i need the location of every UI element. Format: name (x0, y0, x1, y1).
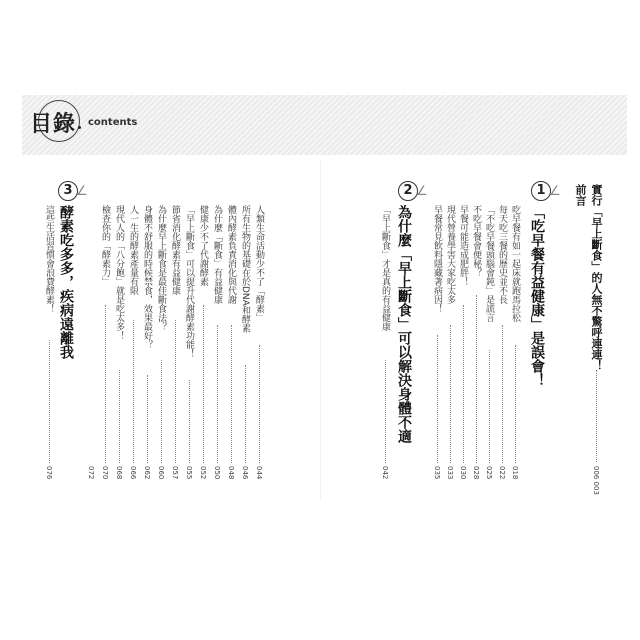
chapter-1-entry-1-page: 018 (511, 466, 519, 480)
chapter-1-entry-2-dots (502, 325, 503, 463)
chapter-1-heading: 「吃早餐有益健康」是誤會！ (529, 205, 545, 387)
chapter-1-badge: 1 (531, 181, 551, 201)
chapter-3-entry-13-page: 076 (45, 466, 53, 480)
chapter-2-heading: 為什麼「早上斷食」可以解決身體不適 (396, 205, 412, 443)
chapter-3-entry-8-page: 060 (157, 466, 165, 480)
chapter-3-entry-7: 節省消化酵素有益健康 (170, 205, 180, 295)
chapter-1-entry-3-dots (489, 350, 490, 463)
chapter-3-entry-12-dots (105, 305, 106, 463)
page-gutter (320, 160, 321, 500)
chapter-3-entry-8: 為什麼早上斷食是最佳斷食法？ (156, 205, 166, 331)
chapter-3-entry-2-page: 046 (241, 466, 249, 480)
chapter-1-entry-3-page: 025 (485, 466, 493, 480)
chapter-1-entry-6-dots (450, 325, 451, 463)
chapter-2-entry-1: 「早上斷食」才是真的有益健康 (380, 205, 390, 331)
title-dot (78, 126, 81, 129)
chapter-1-entry-1: 吃早餐有如一起床就跑馬拉松 (510, 205, 520, 322)
toc-subtitle: contents (88, 117, 138, 128)
chapter-3-entry-7-page: 057 (171, 466, 179, 480)
chapter-1-entry-5-dots (463, 305, 464, 463)
chapter-3-entry-4: 為什麼「斷食」有益健康 (212, 205, 222, 304)
chapter-2-mark: ∠ (416, 184, 428, 199)
chapter-3-entry-6: 「早上斷食」可以提升代謝酵素功能！ (184, 205, 194, 358)
preface-page: 006 003 (592, 466, 600, 495)
chapter-3-entry-1: 人類生命活動少不了「酵素」 (254, 205, 264, 322)
chapter-1-entry-3: 「不吃早餐頭腦會鈍」是謊言 (484, 205, 494, 322)
chapter-1-entry-7: 早餐常見飲料隱藏著病因！ (432, 205, 442, 313)
chapter-3-entry-5-page: 052 (199, 466, 207, 480)
chapter-3-entry-9: 身體不舒服的時候禁食，效果最好？ (142, 205, 152, 349)
preface-dots (596, 370, 597, 462)
chapter-3-entry-4-page: 050 (213, 466, 221, 480)
chapter-1-entry-6: 現代營養學害大家吃太多 (445, 205, 455, 304)
chapter-1-entry-4-page: 028 (472, 466, 480, 480)
chapter-2-entry-1-page: 042 (381, 466, 389, 480)
chapter-3-entry-8-dots (161, 360, 162, 463)
chapter-1-entry-4: 不吃早餐會便秘？ (471, 205, 481, 277)
chapter-3-entry-10: 人一生的酵素產量有限 (128, 205, 138, 295)
chapter-3-entry-10-dots (133, 320, 134, 463)
chapter-3-entry-9-dots (147, 375, 148, 463)
chapter-3-entry-2: 所有生物的基礎在於DNA和酵素 (240, 205, 250, 333)
chapter-3-entry-6-dots (189, 380, 190, 463)
chapter-3-entry-3-dots (231, 325, 232, 463)
chapter-1-mark: ∠ (549, 184, 561, 199)
chapter-1-entry-6-page: 033 (446, 466, 454, 480)
chapter-1-entry-7-page: 035 (433, 466, 441, 480)
chapter-3-entry-11-page: 068 (115, 466, 123, 480)
chapter-3-entry-3-page: 048 (227, 466, 235, 480)
toc-title-text: 目錄 (30, 111, 77, 137)
chapter-1-entry-2-page: 022 (498, 466, 506, 480)
chapter-1-entry-4-dots (476, 295, 477, 463)
chapter-3-entry-5: 健康少不了代謝酵素 (198, 205, 208, 286)
chapter-2-entry-1-dots (385, 360, 386, 463)
preface-label: 前言 (574, 184, 587, 206)
chapter-3-entry-4-dots (217, 325, 218, 463)
chapter-1-entry-5: 早餐可能造成肥胖！ (458, 205, 468, 286)
chapter-3-entry-10-page: 066 (129, 466, 137, 480)
chapter-3-entry-13-dots (49, 340, 50, 463)
chapter-3-badge: 3 (58, 181, 78, 201)
preface-entry-1: 實行「早上斷食」的人無不驚呼連連！ (590, 184, 603, 371)
chapter-3-entry-11-dots (119, 370, 120, 463)
chapter-3-extra-page: 072 (87, 466, 95, 480)
chapter-3-entry-11: 現代人的「八分飽」就是吃太多！ (114, 205, 124, 340)
chapter-3-entry-2-dots (245, 365, 246, 463)
chapter-1-entry-7-dots (437, 335, 438, 463)
chapter-3-entry-6-page: 055 (185, 466, 193, 480)
chapter-3-mark: ∠ (76, 184, 88, 199)
chapter-3-entry-12-page: 070 (101, 466, 109, 480)
chapter-1-entry-2: 每天吃三餐的歷史並不長 (497, 205, 507, 304)
chapter-3-entry-1-page: 044 (255, 466, 263, 480)
toc-title (30, 107, 76, 137)
chapter-1-entry-1-dots (515, 345, 516, 463)
chapter-3-heading: 酵素吃多多，疾病遠離我 (58, 205, 74, 359)
chapter-3-entry-1-dots (259, 345, 260, 463)
chapter-1-entry-5-page: 030 (459, 466, 467, 480)
chapter-3-entry-9-page: 062 (143, 466, 151, 480)
chapter-3-entry-13: 這些生活習慣會浪費酵素！ (44, 205, 54, 313)
chapter-3-entry-12: 檢查你的「酵素力」 (100, 205, 110, 286)
chapter-3-entry-7-dots (175, 320, 176, 463)
chapter-2-badge: 2 (398, 181, 418, 201)
chapter-3-entry-5-dots (203, 305, 204, 463)
chapter-3-entry-3: 體內酵素負責消化與代謝 (226, 205, 236, 304)
